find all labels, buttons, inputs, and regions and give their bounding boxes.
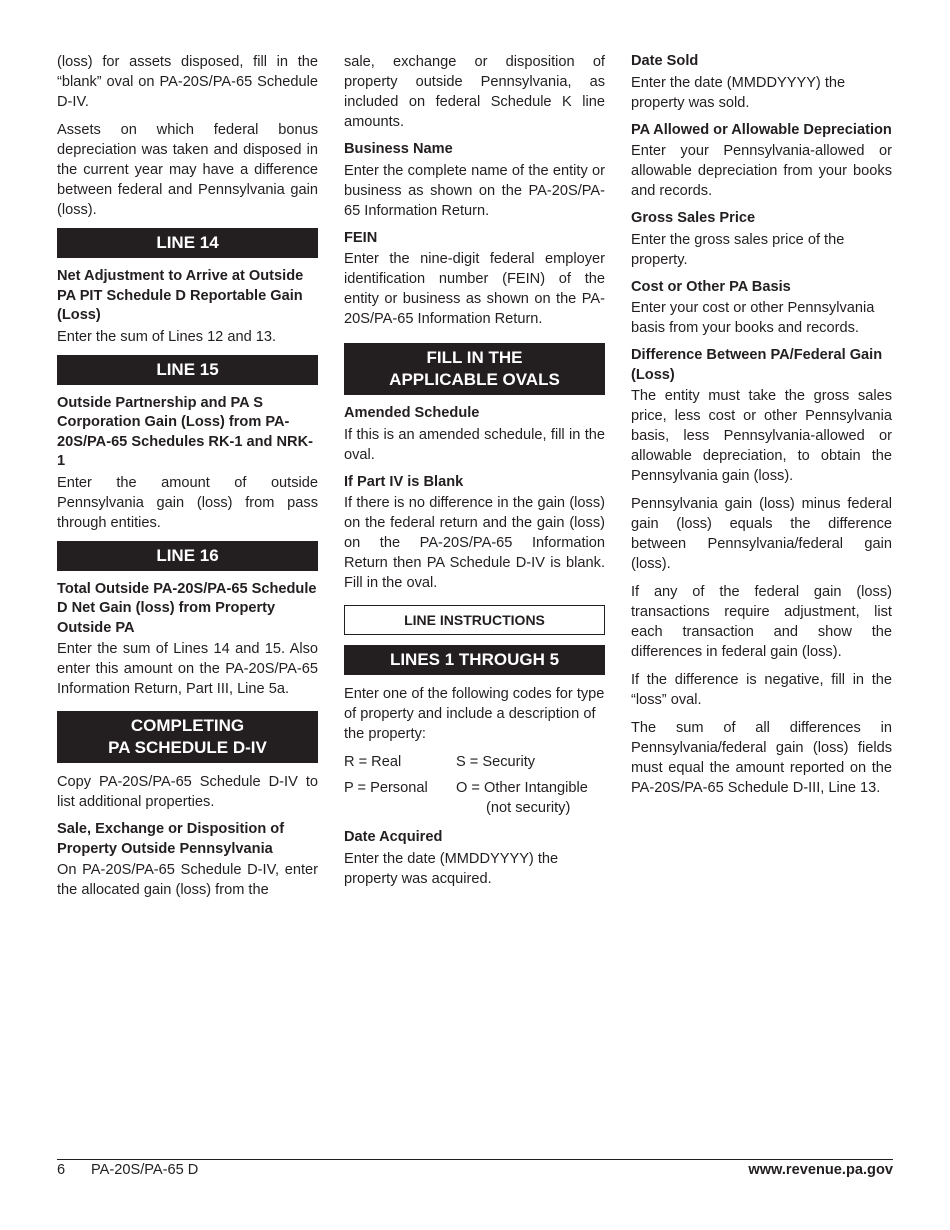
paragraph: Enter one of the following codes for type of property and include a description of the property: (344, 686, 605, 742)
column-middle (344, 52, 605, 897)
section-bar-fill-ovals (344, 343, 605, 395)
paragraph: On PA-20S/PA-65 Schedule D-IV, enter the allocated gain (loss) from the (57, 862, 318, 898)
column-right (631, 52, 892, 806)
bar-line: COMPLETING (130, 716, 245, 735)
paragraph: Enter the gross sales price of the property. (631, 231, 845, 268)
section-heading: Cost or Other PA Basis (631, 278, 791, 295)
section-heading: Outside Partnership and PA S Corporation Gain (Loss) from PA-20S/PA-65 Schedules RK-1 and NRK-1 (57, 394, 313, 469)
column-left (57, 52, 318, 908)
bar-line: PA SCHEDULE D-IV (108, 738, 267, 757)
code-personal: P = Personal (344, 780, 428, 796)
code-real: R = Real (344, 754, 402, 770)
section-bar-line-16: LINE 16 (57, 541, 318, 571)
paragraph: If the difference is negative, fill in the “loss” oval. (631, 672, 892, 708)
page-number: 6 (57, 1162, 66, 1178)
paragraph: (loss) for assets disposed, fill in the “blank” oval on PA-20S/PA-65 Schedule D-IV. (57, 54, 318, 110)
section-heading: PA Allowed or Allowable Depreciation (631, 121, 892, 138)
section-heading: Gross Sales Price (631, 210, 756, 226)
paragraph: If this is an amended schedule, fill in the oval. (344, 426, 605, 463)
paragraph: The sum of all differences in Pennsylvania/federal gain (loss) fields must equal the amount reported on the PA-20S/PA-65 Schedule D-III, Line 13. (631, 720, 892, 796)
paragraph: Enter the complete name of the entity or business as shown on the PA-20S/PA-65 Information Return. (344, 162, 605, 219)
paragraph: Enter the date (MMDDYYYY) the property was sold. (631, 74, 846, 111)
section-heading: FEIN (344, 229, 378, 246)
paragraph: Assets on which federal bonus depreciation was taken and disposed in the current year may have a difference between federal and Pennsylvania gain (loss). (57, 122, 318, 218)
paragraph: Enter the date (MMDDYYYY) the property was acquired. (344, 850, 559, 887)
paragraph: Enter your cost or other Pennsylvania basis from your books and records. (631, 300, 875, 336)
line-instructions-box: LINE INSTRUCTIONS (344, 605, 605, 635)
section-heading: Business Name (344, 141, 453, 157)
paragraph: If any of the federal gain (loss) transactions require adjustment, list each transaction and show the differences in federal gain (loss). (631, 584, 892, 660)
paragraph: If there is no difference in the gain (loss) on the federal return and the gain (loss) on the PA-20S/PA-65 Information Return then PA Schedule D-IV is blank. Fill in the oval. (344, 495, 605, 591)
paragraph: Enter the sum of Lines 14 and 15. Also enter this amount on the PA-20S/PA-65 Information Return, Part III, Line 5a. (57, 641, 318, 697)
section-heading: Difference Between PA/Federal Gain (Loss) (631, 347, 883, 383)
paragraph: The entity must take the gross sales price, less cost or other Pennsylvania basis, less Pennsylvania-allowed or allowable depreciation, to obtain the Pennsylvania gain (loss). (631, 388, 892, 484)
section-heading: Sale, Exchange or Disposition of Property Outside Pennsylvania (57, 821, 285, 857)
paragraph: Enter the sum of Lines 12 and 13. (57, 328, 277, 345)
paragraph: Enter your Pennsylvania-allowed or allowable depreciation from your books and records. (631, 143, 892, 199)
code-security: S = Security (456, 754, 536, 770)
section-heading: Net Adjustment to Arrive at Outside PA PIT Schedule D Reportable Gain (Loss) (57, 268, 304, 323)
paragraph: sale, exchange or disposition of property outside Pennsylvania, as included on federal Schedule K line amounts. (344, 54, 605, 130)
paragraph: Enter the amount of outside Pennsylvania gain (loss) from pass through entities. (57, 474, 318, 531)
paragraph: Pennsylvania gain (loss) minus federal gain (loss) equals the difference between Pennsylvania/federal gain (loss). (631, 496, 892, 572)
section-heading: Date Acquired (344, 829, 443, 845)
section-heading: If Part IV is Blank (344, 473, 464, 490)
website-url: www.revenue.pa.gov (748, 1162, 893, 1178)
bar-line: APPLICABLE OVALS (389, 370, 560, 389)
bar-line: FILL IN THE (426, 348, 523, 367)
section-bar-lines-1-5: LINES 1 THROUGH 5 (344, 645, 605, 675)
form-name: PA-20S/PA-65 D (91, 1162, 199, 1178)
code-other-label: O = Other Intangible (456, 780, 588, 796)
code-other (456, 778, 605, 818)
section-heading: Date Sold (631, 53, 699, 69)
paragraph: Enter the nine-digit federal employer identification number (FEIN) of the entity or business as shown on the PA-20S/PA-65 Information Return. (344, 251, 605, 327)
section-heading: Amended Schedule (344, 405, 480, 421)
property-codes (344, 752, 605, 818)
paragraph: Copy PA-20S/PA-65 Schedule D-IV to list additional properties. (57, 774, 318, 810)
code-other-note: (not security) (486, 800, 571, 816)
section-bar-line-14: LINE 14 (57, 228, 318, 258)
section-bar-completing (57, 711, 318, 763)
section-heading: Total Outside PA-20S/PA-65 Schedule D Net Gain (loss) from Property Outside PA (57, 580, 317, 636)
section-bar-line-15: LINE 15 (57, 355, 318, 385)
